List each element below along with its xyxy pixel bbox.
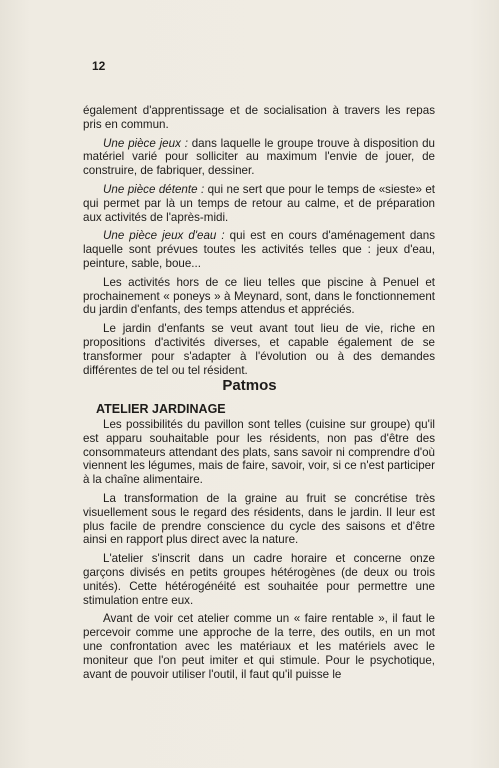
paragraph: L'atelier s'inscrit dans un cadre horaire et concerne onze garçons divisés en petits groupes hétérogènes (de deux ou trois unités). Cette hétérogénéité est souhaitée pour permettre une stimulation entre eux. [83, 552, 435, 607]
paragraph: également d'apprentissage et de socialisation à travers les repas pris en commun. [83, 104, 435, 131]
paragraph: Le jardin d'enfants se veut avant tout lieu de vie, riche en propositions d'activités diverses, et capable également de se transformer pour s'adapter à l'évolution ou à des demandes différentes de tel ou tel résident. [83, 322, 435, 377]
subheading: ATELIER JARDINAGE [96, 402, 226, 416]
paragraph: Les activités hors de ce lieu telles que piscine à Penuel et prochainement « poneys » à Meynard, sont, dans le fonctionnement du jardin d'enfants, des temps attendus et appréciés. [83, 275, 435, 317]
paragraph: La transformation de la graine au fruit se concrétise très visuellement sous le regard des résidents, dans le jardin. Il leur est plus facile de prendre conscience du cycle des saisons et d'être ainsi en rapport plus direct avec la nature. [83, 491, 435, 547]
paragraph [83, 229, 435, 270]
paragraph-term: Une pièce jeux : [103, 136, 188, 150]
page-number: 12 [92, 59, 106, 73]
paragraph: Les possibilités du pavillon sont telles (cuisine sur groupe) qu'il est apparu souhaitable pour les résidents, non pas d'être des consommateurs attendant des plats, sans savoir ni comprendre d'où viennent les légumes, mais de faire, savoir, voir, si ce n'est participer à la chaîne alimentaire. [83, 418, 435, 487]
paragraph-term: Une pièce jeux d'eau : [103, 229, 225, 243]
paragraph-term: Une pièce détente : [103, 182, 205, 196]
text-block-top [83, 104, 435, 382]
paragraph-text: dans laquelle le groupe trouve à disposition du matériel varié pour solliciter au maximum l'envie de jouer, de construire, de fabriquer, dessiner. [83, 136, 435, 178]
paragraph [83, 137, 435, 178]
text-block-bottom [83, 418, 435, 686]
paragraph-text: qui est en cours d'aménagement dans laquelle sont prévues toutes les activités telles que : jeux d'eau, peinture, sable, boue... [83, 229, 435, 270]
paragraph [83, 183, 435, 224]
paragraph: Avant de voir cet atelier comme un « faire rentable », il faut le percevoir comme une approche de la terre, des outils, en un mot une confrontation avec les matériaux et les matériels avec le moniteur que l'on peut imiter et qui stimule. Pour le psychotique, avant de pouvoir utiliser l'outil, il faut qu'il puisse le [83, 612, 435, 681]
paragraph-text: qui ne sert que pour le temps de «sieste» et qui permet par là un temps de retour au calme, et de préparation aux activités de l'après-midi. [83, 182, 435, 224]
section-title: Patmos [222, 377, 277, 394]
